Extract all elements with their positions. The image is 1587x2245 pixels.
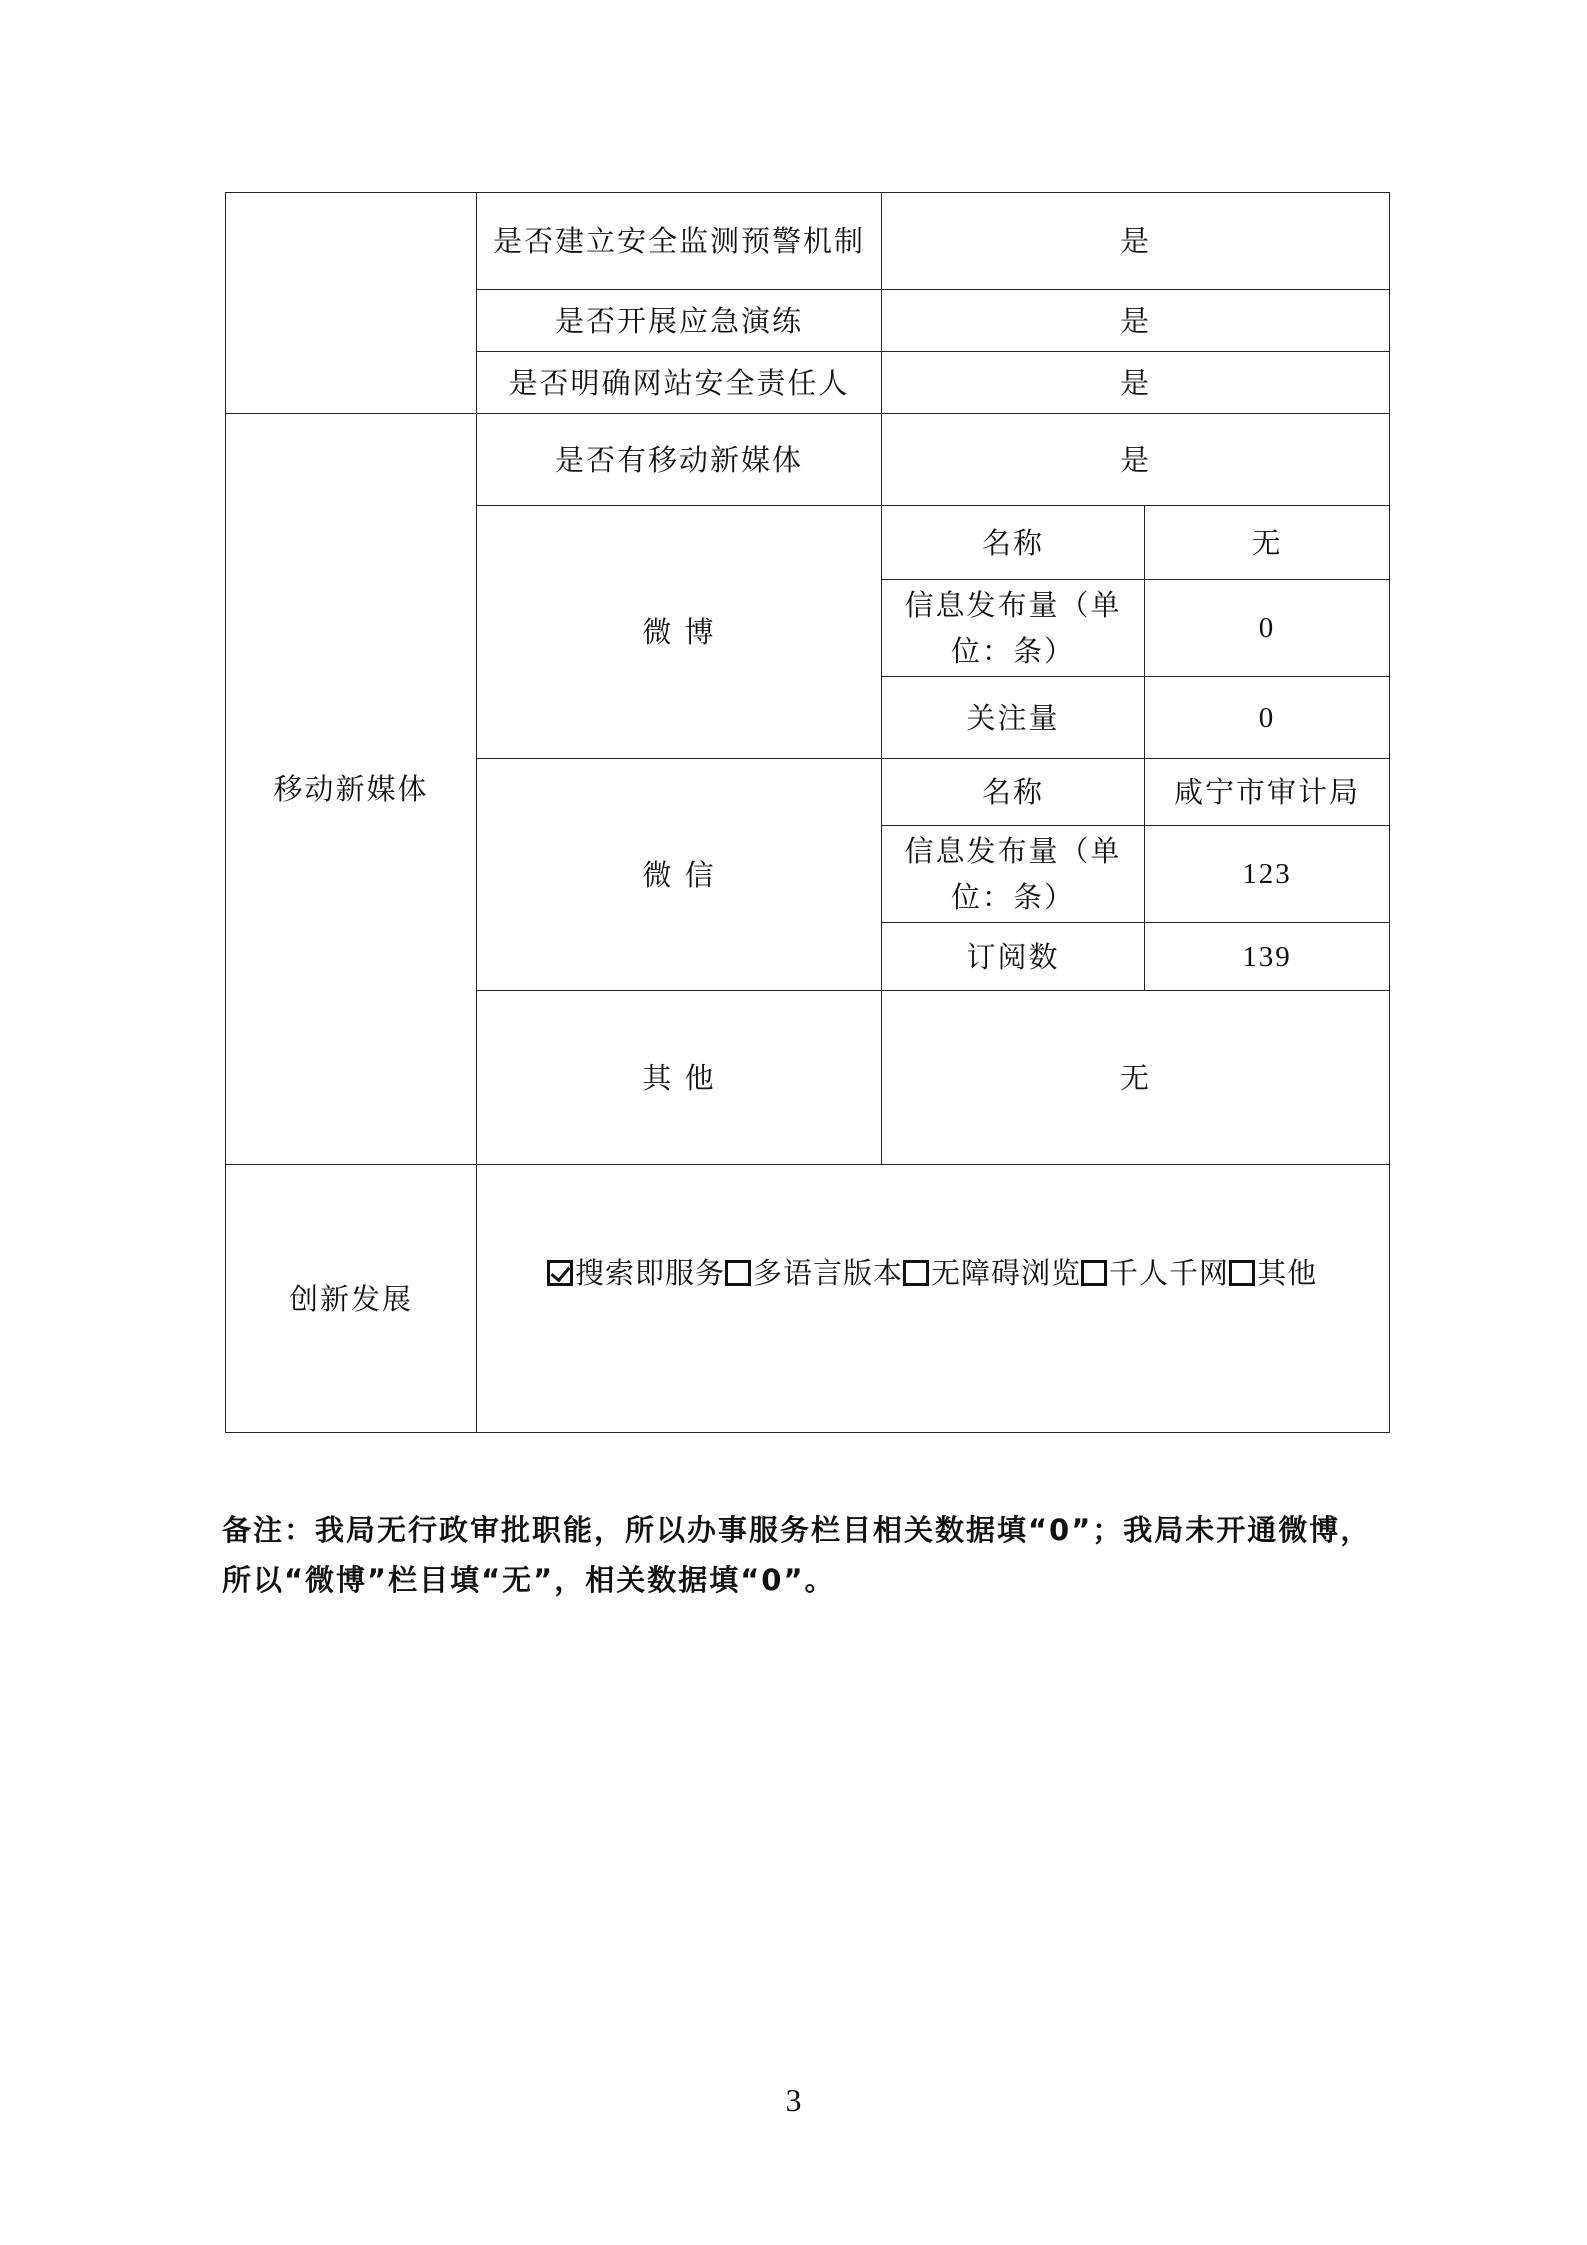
option-accessibility[interactable] — [903, 1250, 1081, 1296]
option-other[interactable] — [1229, 1250, 1317, 1296]
option-label: 多语言版本 — [753, 1256, 904, 1290]
checkbox-empty-icon — [725, 1260, 751, 1286]
checkbox-empty-icon — [1081, 1260, 1107, 1286]
weibo-followers-label: 关注量 — [882, 677, 1145, 759]
option-label: 其他 — [1257, 1256, 1318, 1290]
weibo-posts-value: 0 — [1145, 580, 1390, 677]
weibo-name-value: 无 — [1145, 506, 1390, 580]
responsible-label: 是否明确网站安全责任人 — [477, 352, 882, 414]
weibo-posts-label: 信息发布量（单位：条） — [882, 580, 1145, 677]
option-personalized[interactable] — [1081, 1250, 1229, 1296]
innovation-options — [483, 1250, 1383, 1296]
wechat-posts-label: 信息发布量（单位：条） — [882, 826, 1145, 923]
monitoring-value: 是 — [882, 193, 1390, 290]
security-section-cell — [226, 193, 477, 414]
option-label: 无障碍浏览 — [931, 1256, 1082, 1290]
responsible-value: 是 — [882, 352, 1390, 414]
drill-value: 是 — [882, 290, 1390, 352]
wechat-subscribers-label: 订阅数 — [882, 923, 1145, 991]
remarks-note: 备注：我局无行政审批职能，所以办事服务栏目相关数据填“0”；我局未开通微博，所以“微博”栏目填“无”，相关数据填“0”。 — [222, 1513, 1372, 1597]
checkbox-empty-icon — [1229, 1260, 1255, 1286]
option-label: 千人千网 — [1109, 1256, 1230, 1290]
option-search-service[interactable] — [547, 1250, 725, 1296]
has-media-value: 是 — [882, 414, 1390, 506]
monitoring-label: 是否建立安全监测预警机制 — [477, 193, 882, 290]
wechat-name-value: 咸宁市审计局 — [1145, 759, 1390, 826]
wechat-posts-value: 123 — [1145, 826, 1390, 923]
checkbox-empty-icon — [903, 1260, 929, 1286]
checkbox-checked-icon — [547, 1260, 573, 1286]
wechat-name-label: 名称 — [882, 759, 1145, 826]
weibo-name-label: 名称 — [882, 506, 1145, 580]
option-multilingual[interactable] — [725, 1250, 903, 1296]
wechat-label: 微 信 — [477, 759, 882, 991]
mobile-media-section-label: 移动新媒体 — [226, 414, 477, 1165]
report-table — [225, 192, 1390, 1433]
other-value: 无 — [882, 991, 1390, 1165]
other-label: 其 他 — [477, 991, 882, 1165]
drill-label: 是否开展应急演练 — [477, 290, 882, 352]
wechat-subscribers-value: 139 — [1145, 923, 1390, 991]
option-label: 搜索即服务 — [575, 1256, 726, 1290]
innovation-options-cell — [477, 1165, 1390, 1433]
page-number: 3 — [785, 2082, 802, 2118]
weibo-label: 微 博 — [477, 506, 882, 759]
has-media-label: 是否有移动新媒体 — [477, 414, 882, 506]
weibo-followers-value: 0 — [1145, 677, 1390, 759]
innovation-section-label: 创新发展 — [226, 1165, 477, 1433]
